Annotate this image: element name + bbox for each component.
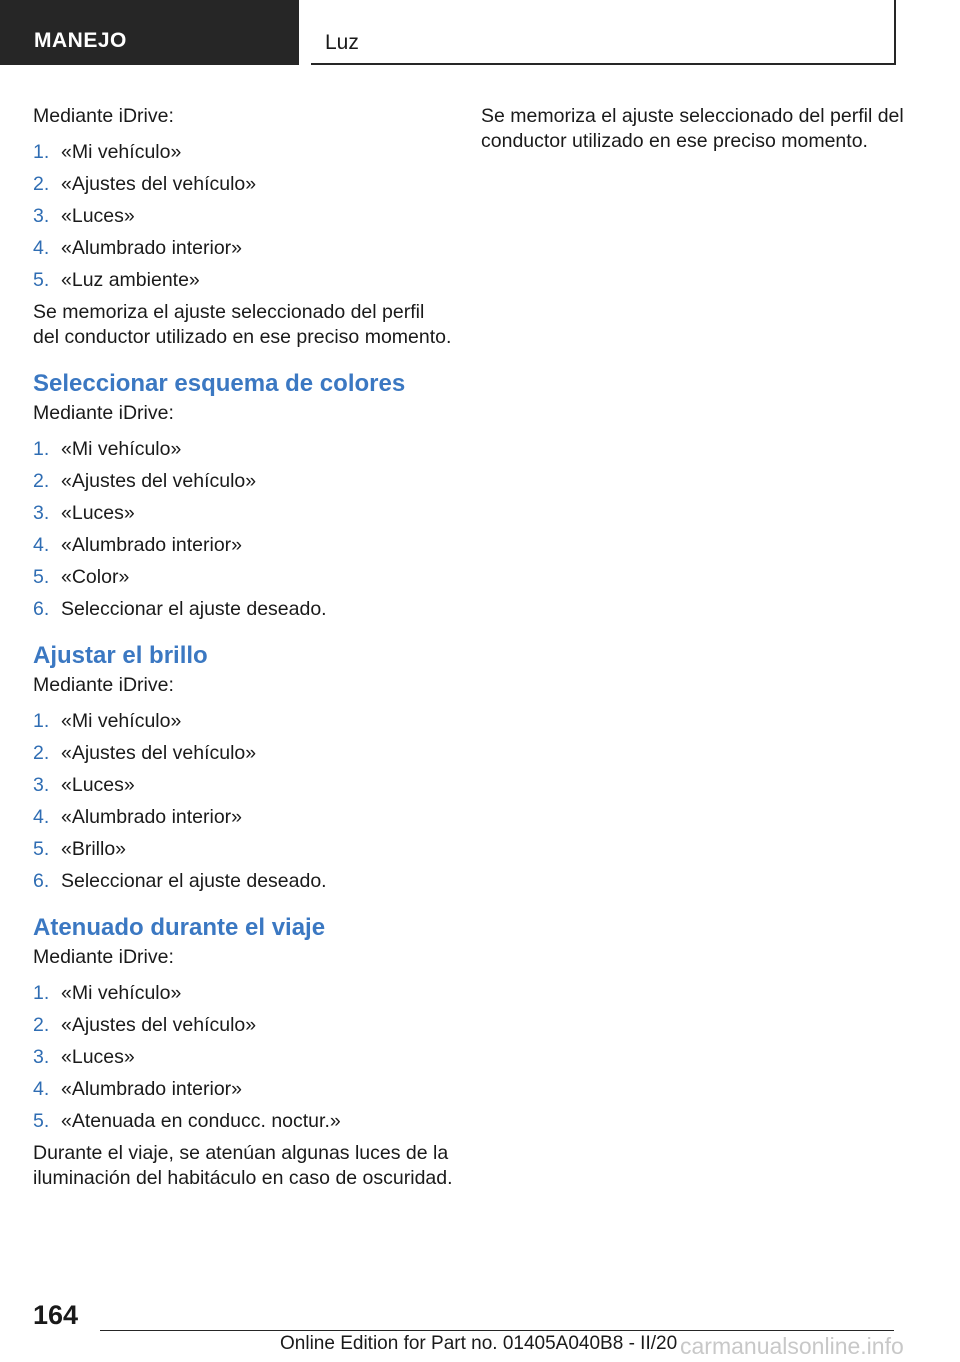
list-item bbox=[33, 469, 453, 494]
step-number: 2. bbox=[33, 470, 50, 492]
step-number: 4. bbox=[33, 534, 50, 556]
steps-list bbox=[33, 981, 453, 1134]
footer-edition: Online Edition for Part no. 01405A040B8 - II/20 bbox=[280, 1333, 678, 1354]
note-text: Se memoriza el ajuste seleccionado del perfil del conductor utilizado en ese preciso momento. bbox=[33, 301, 452, 348]
step-number: 3. bbox=[33, 774, 50, 796]
list-item bbox=[33, 869, 453, 894]
step-number: 2. bbox=[33, 742, 50, 764]
step-text: «Ajustes del vehículo» bbox=[61, 173, 257, 195]
step-number: 5. bbox=[33, 566, 50, 588]
note-text: Durante el viaje, se atenúan algunas luces de la iluminación del habitáculo en caso de oscuridad. bbox=[33, 1142, 453, 1189]
step-text: «Alumbrado interior» bbox=[61, 1078, 243, 1100]
list-item bbox=[33, 981, 453, 1006]
step-text: «Mi vehículo» bbox=[61, 982, 182, 1004]
list-item bbox=[33, 741, 453, 766]
step-number: 3. bbox=[33, 1046, 50, 1068]
section-color-scheme bbox=[33, 370, 453, 622]
page-number: 164 bbox=[33, 1300, 79, 1330]
step-number: 3. bbox=[33, 502, 50, 524]
step-number: 6. bbox=[33, 870, 50, 892]
list-item bbox=[33, 533, 453, 558]
step-text: «Brillo» bbox=[61, 838, 127, 860]
step-number: 4. bbox=[33, 1078, 50, 1100]
header-topic-label: Luz bbox=[325, 31, 359, 54]
list-item bbox=[33, 437, 453, 462]
step-number: 1. bbox=[33, 982, 50, 1004]
step-number: 4. bbox=[33, 237, 50, 259]
step-text: «Alumbrado interior» bbox=[61, 806, 243, 828]
list-item bbox=[33, 1109, 453, 1134]
step-number: 3. bbox=[33, 205, 50, 227]
watermark-text: carmanualsonline.info bbox=[680, 1333, 904, 1359]
step-text: «Color» bbox=[61, 566, 130, 588]
footer-divider bbox=[100, 1330, 894, 1331]
list-item bbox=[33, 597, 453, 622]
list-item bbox=[33, 709, 453, 734]
steps-list bbox=[33, 709, 453, 894]
list-item bbox=[33, 236, 453, 261]
step-number: 5. bbox=[33, 1110, 50, 1132]
step-text: «Mi vehículo» bbox=[61, 141, 182, 163]
step-number: 4. bbox=[33, 806, 50, 828]
list-item bbox=[33, 1077, 453, 1102]
step-text: «Luces» bbox=[61, 774, 135, 796]
list-item bbox=[33, 501, 453, 526]
intro-text: Mediante iDrive: bbox=[33, 105, 174, 127]
step-text: «Mi vehículo» bbox=[61, 438, 182, 460]
step-number: 1. bbox=[33, 141, 50, 163]
header-topic-tab bbox=[311, 0, 896, 65]
list-item bbox=[33, 1013, 453, 1038]
step-number: 6. bbox=[33, 598, 50, 620]
list-item bbox=[33, 204, 453, 229]
intro-text: Mediante iDrive: bbox=[33, 402, 174, 424]
step-text: «Luces» bbox=[61, 502, 135, 524]
left-column bbox=[33, 104, 453, 1191]
list-item bbox=[33, 565, 453, 590]
step-number: 5. bbox=[33, 269, 50, 291]
step-text: «Ajustes del vehículo» bbox=[61, 1014, 257, 1036]
steps-list-ambient bbox=[33, 140, 453, 293]
list-item bbox=[33, 805, 453, 830]
step-text: «Mi vehículo» bbox=[61, 710, 182, 732]
step-number: 1. bbox=[33, 438, 50, 460]
step-text: «Luces» bbox=[61, 1046, 135, 1068]
step-number: 2. bbox=[33, 1014, 50, 1036]
step-number: 5. bbox=[33, 838, 50, 860]
step-number: 2. bbox=[33, 173, 50, 195]
step-text: Seleccionar el ajuste deseado. bbox=[61, 598, 327, 620]
step-text: «Alumbrado interior» bbox=[61, 237, 243, 259]
step-text: «Atenuada en conducc. noctur.» bbox=[61, 1110, 341, 1132]
list-item bbox=[33, 172, 453, 197]
step-text: «Ajustes del vehículo» bbox=[61, 742, 257, 764]
list-item bbox=[33, 837, 453, 862]
step-text: «Luz ambiente» bbox=[61, 269, 200, 291]
steps-list bbox=[33, 437, 453, 622]
step-number: 1. bbox=[33, 710, 50, 732]
note-text: Se memoriza el ajuste seleccionado del perfil del conductor utilizado en ese preciso momento. bbox=[481, 105, 904, 152]
header-section-label: MANEJO bbox=[34, 29, 127, 52]
intro-text: Mediante iDrive: bbox=[33, 674, 174, 696]
step-text: «Luces» bbox=[61, 205, 135, 227]
header-section-tab bbox=[0, 0, 299, 65]
list-item bbox=[33, 268, 453, 293]
list-item bbox=[33, 1045, 453, 1070]
list-item bbox=[33, 773, 453, 798]
step-text: Seleccionar el ajuste deseado. bbox=[61, 870, 327, 892]
list-item bbox=[33, 140, 453, 165]
intro-text: Mediante iDrive: bbox=[33, 946, 174, 968]
section-dimming bbox=[33, 914, 453, 1191]
step-text: «Alumbrado interior» bbox=[61, 534, 243, 556]
section-heading: Seleccionar esquema de colores bbox=[33, 370, 406, 397]
step-text: «Ajustes del vehículo» bbox=[61, 470, 257, 492]
right-column bbox=[481, 104, 911, 154]
section-brightness bbox=[33, 642, 453, 894]
section-heading: Atenuado durante el viaje bbox=[33, 914, 326, 941]
section-heading: Ajustar el brillo bbox=[33, 642, 208, 669]
